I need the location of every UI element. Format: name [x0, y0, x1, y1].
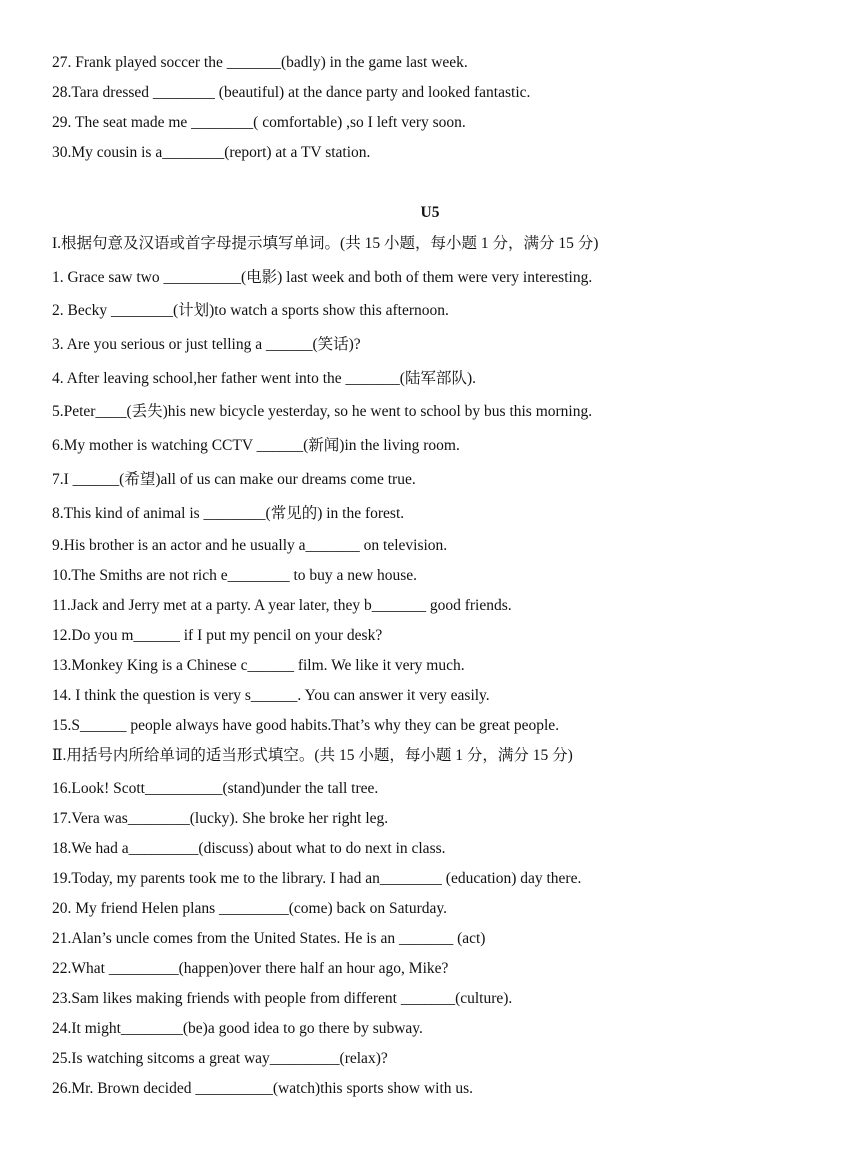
- question-28: 28.Tara dressed ________ (beautiful) at the dance party and looked fantastic.: [52, 84, 531, 101]
- s1-question-13: 13.Monkey King is a Chinese c______ film. We like it very much.: [52, 657, 465, 674]
- s1-question-6: 6.My mother is watching CCTV ______(新闻)in the living room.: [52, 437, 460, 454]
- section-1-heading: I.根据句意及汉语或首字母提示填写单词。(共 15 小题，每小题 1 分，满分 15 分): [52, 235, 599, 252]
- unit-title: U5: [420, 204, 440, 221]
- s1-question-2: 2. Becky ________(计划)to watch a sports show this afternoon.: [52, 302, 449, 319]
- s1-question-10: 10.The Smiths are not rich e________ to buy a new house.: [52, 567, 418, 584]
- section-2-heading: Ⅱ.用括号内所给单词的适当形式填空。(共 15 小题，每小题 1 分，满分 15 分): [52, 747, 573, 764]
- s1-question-11: 11.Jack and Jerry met at a party. A year later, they b_______ good friends.: [52, 597, 512, 614]
- s2-question-26: 26.Mr. Brown decided __________(watch)this sports show with us.: [52, 1080, 474, 1097]
- s2-question-21: 21.Alan’s uncle comes from the United States. He is an _______ (act): [52, 930, 486, 947]
- s1-question-5: 5.Peter____(丢失)his new bicycle yesterday, so he went to school by bus this morning.: [52, 403, 593, 420]
- question-30: 30.My cousin is a________(report) at a TV station.: [52, 144, 371, 161]
- s1-question-14: 14. I think the question is very s______. You can answer it very easily.: [52, 687, 490, 704]
- s1-question-3: 3. Are you serious or just telling a ______(笑话)?: [52, 336, 361, 353]
- s1-question-15: 15.S______ people always have good habits.That’s why they can be great people.: [52, 717, 560, 734]
- s2-question-16: 16.Look! Scott__________(stand)under the tall tree.: [52, 780, 379, 797]
- s2-question-17: 17.Vera was________(lucky). She broke her right leg.: [52, 810, 389, 827]
- s2-question-22: 22.What _________(happen)over there half an hour ago, Mike?: [52, 960, 449, 977]
- question-27: 27. Frank played soccer the _______(badly) in the game last week.: [52, 54, 468, 71]
- s1-question-12: 12.Do you m______ if I put my pencil on your desk?: [52, 627, 383, 644]
- s1-question-4: 4. After leaving school,her father went into the _______(陆军部队).: [52, 370, 476, 387]
- s2-question-20: 20. My friend Helen plans _________(come) back on Saturday.: [52, 900, 448, 917]
- s2-question-18: 18.We had a_________(discuss) about what to do next in class.: [52, 840, 446, 857]
- question-29: 29. The seat made me ________( comfortable) ,so I left very soon.: [52, 114, 466, 131]
- s2-question-19: 19.Today, my parents took me to the library. I had an________ (education) day there.: [52, 870, 582, 887]
- s2-question-24: 24.It might________(be)a good idea to go there by subway.: [52, 1020, 423, 1037]
- s1-question-1: 1. Grace saw two __________(电影) last week and both of them were very interesting.: [52, 269, 593, 286]
- s1-question-8: 8.This kind of animal is ________(常见的) in the forest.: [52, 505, 405, 522]
- s1-question-9: 9.His brother is an actor and he usually a_______ on television.: [52, 537, 448, 554]
- s2-question-23: 23.Sam likes making friends with people from different _______(culture).: [52, 990, 513, 1007]
- s2-question-25: 25.Is watching sitcoms a great way_________(relax)?: [52, 1050, 388, 1067]
- s1-question-7: 7.I ______(希望)all of us can make our dreams come true.: [52, 471, 416, 488]
